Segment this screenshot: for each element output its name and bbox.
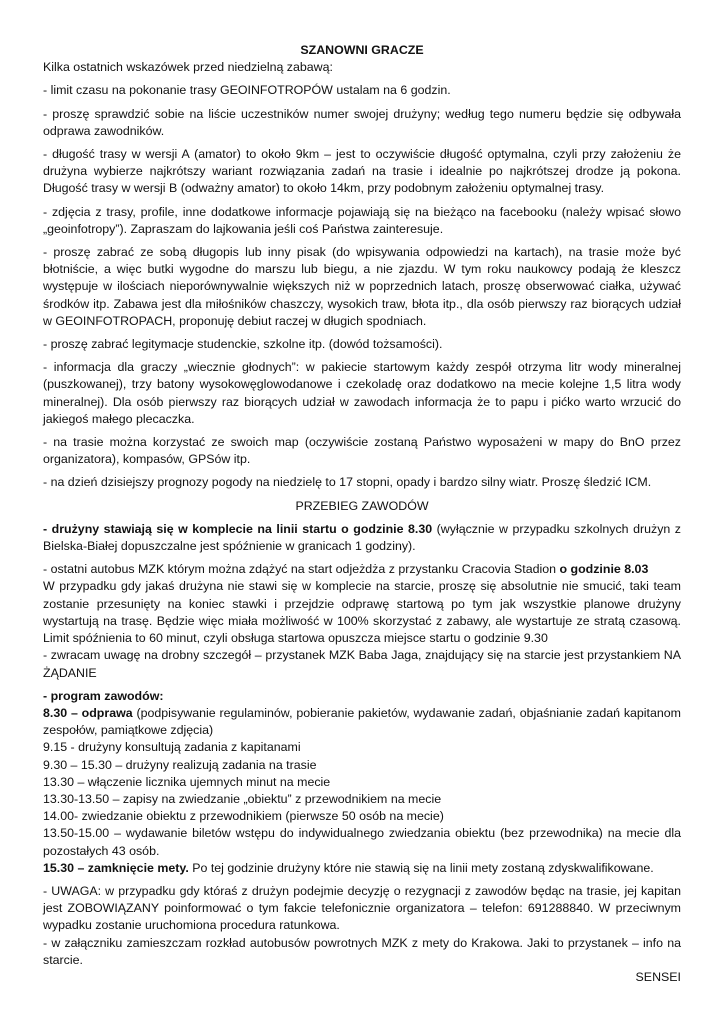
- signature: SENSEI: [635, 969, 681, 984]
- start-rest: (wyłącznie w przypadku szkolnych drużyn z Bielska-Białej dopuszczalne jest spóźnienie w granicach 1 godziny).: [43, 521, 681, 554]
- paragraph-warning: - UWAGA: w przypadku gdy któraś z drużyn podejmie decyzję o rezygnacji z zawodów będąc na trasie, jej kapitan jest ZOBOWIĄZANY poinformować o tym fakcie telefonicznie organizatora – telefon: 691288840. W przeciwnym wypadku zostanie uruchomiona procedura ratunkowa.: [43, 883, 681, 933]
- bus-text: - ostatni autobus MZK którym można zdążyć na start odjeżdża z przystanku Cracovia Stadion: [43, 562, 560, 577]
- program-item: 13.30 – włączenie licznika ujemnych minut na mecie: [43, 774, 331, 789]
- intro-text: Kilka ostatnich wskazówek przed niedzielną zabawą:: [43, 60, 333, 75]
- paragraph-weather: - na dzień dzisiejszy prognozy pogody na niedzielę to 17 stopni, opady i bardzo silny wiatr. Proszę śledzić ICM.: [43, 475, 652, 490]
- paragraph-route-length: - długość trasy w wersji A (amator) to około 9km – jest to oczywiście długość optymalna, czyli przy założeniu że drużyna wybierze najkrótszy wariant rozwiązania zadań na trasie i idealnie po najkrótszej drodze ją pokona. Długość trasy w wersji B (odważny amator) to około 14km, przy podobnym założeniu optymalnej trasy.: [43, 147, 681, 196]
- paragraph-photos: - zdjęcia z trasy, profile, inne dodatkowe informacje pojawiają się na bieżąco na facebooku (należy wpisać słowo „geoinfotropy”). Zapraszam do lajkowania jeśli coś Państwa zainteresuje.: [43, 204, 681, 236]
- paragraph-attachment: - w załączniku zamieszczam rozkład autobusów powrotnych MZK z mety do Krakowa. Jaki to przystanek – info na starcie.: [43, 935, 681, 967]
- program-title: - program zawodów:: [43, 688, 164, 703]
- program-item: 14.00- zwiedzanie obiektu z przewodnikiem (pierwsze 50 osób na mecie): [43, 809, 444, 824]
- paragraph-time-limit: - limit czasu na pokonanie trasy GEOINFOTROPÓW ustalam na 6 godzin.: [43, 83, 451, 98]
- paragraph-start: [43, 521, 681, 555]
- paragraph-bus: [43, 561, 681, 578]
- section-title: PRZEBIEG ZAWODÓW: [295, 498, 429, 513]
- paragraph-team-number: - proszę sprawdzić sobie na liście uczestników numer swojej drużyny; według tego numeru będzie się odbywała odprawa zawodników.: [43, 106, 681, 138]
- program-item: 9.15 - drużyny konsultują zadania z kapitanami: [43, 740, 301, 755]
- program-item: 8.30 – odprawa (podpisywanie regulaminów, pobieranie pakietów, wydawanie zadań, objaśnianie zadań kapitanom zespołów, pamiątkowe zdjęcia): [43, 705, 681, 738]
- bus-bold: o godzinie 8.03: [559, 562, 649, 577]
- program-item: 9.30 – 15.30 – drużyny realizują zadania na trasie: [43, 757, 317, 772]
- document-title: SZANOWNI GRACZE: [300, 43, 424, 57]
- paragraph-equipment: - proszę zabrać ze sobą długopis lub inny pisak (do wpisywania odpowiedzi na kartach), na trasie może być błotniście, a więc butki wygodne do marszu lub biegu, a nie zjazdu. W tym roku naukowcy podają że kleszcz występuje w ilościach nieporównywalnie większych niż w poprzednich latach, proszę obserwować ciałka, używać środków itp. Zabawa jest dla miłośników chaszczy, wysokich traw, błota itp., dla osób pierwszy raz biorących udział w GEOINFOTROPACH, proponuję debiut raczej w długich spodniach.: [43, 245, 681, 328]
- paragraph-late: W przypadku gdy jakaś drużyna nie stawi się w komplecie na starcie, proszę się absolutnie nie smucić, taki team zostanie przesunięty na koniec stawki i przejdzie odprawę startową po tym jak wszystkie planowe drużyny wystartują na trasę. Będzie więc miała możliwość w 100% skorzystać z zabawy, ale wystartuje ze stratą czasową. Limit spóźnienia to 60 minut, czyli obsługa startowa opuszcza miejsce startu o godzinie 9.30: [43, 579, 681, 646]
- paragraph-maps: - na trasie można korzystać ze swoich map (oczywiście zostaną Państwo wyposażeni w mapy do BnO przez organizatora), kompasów, GPSów itp.: [43, 435, 681, 467]
- program-item: 15.30 – zamknięcie mety. Po tej godzinie drużyny które nie stawią się na linii mety zostaną zdyskwalifikowane.: [43, 860, 654, 875]
- paragraph-stop: - zwracam uwagę na drobny szczegół – przystanek MZK Baba Jaga, znajdujący się na starcie jest przystankiem NA ŻĄDANIE: [43, 648, 681, 680]
- program-item: 13.30-13.50 – zapisy na zwiedzanie „obiektu” z przewodnikiem na mecie: [43, 791, 442, 806]
- paragraph-id-documents: - proszę zabrać legitymacje studenckie, szkolne itp. (dowód tożsamości).: [43, 337, 443, 352]
- program-item: 13.50-15.00 – wydawanie biletów wstępu do indywidualnego zwiedzania obiektu (bez przewodnika) na mecie dla pozostałych 43 osób.: [43, 826, 681, 858]
- start-bold: - drużyny stawiają się w komplecie na linii startu o godzinie 8.30: [43, 521, 433, 536]
- paragraph-food: - informacja dla graczy „wiecznie głodnych”: w pakiecie startowym każdy zespół otrzyma litr wody mineralnej (puszkowanej), trzy batony wysokowęglowodanowe i czekoladę oraz dodatkowo na mecie kolejne 1,5 litra wody mineralnej). Dla osób pierwszy raz biorących udział w zawodach informacja że to papu i pićko warto wrzucić do jakiegoś małego plecaczka.: [43, 360, 681, 426]
